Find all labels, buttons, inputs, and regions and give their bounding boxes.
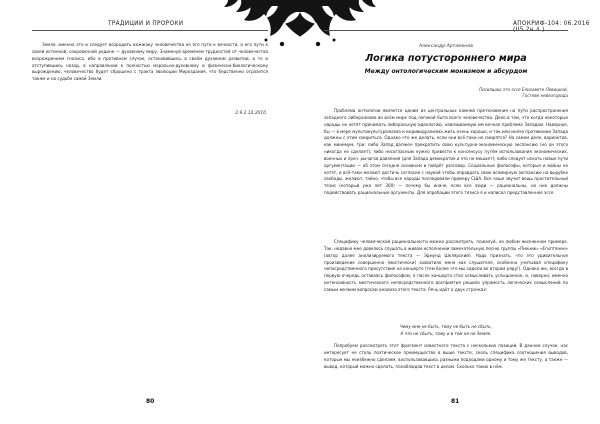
header-rule — [324, 30, 568, 31]
verse-quote — [324, 324, 568, 338]
date-line: 2.9.2.10.2010 — [235, 111, 266, 116]
dedication-line: Гостеве невезгорода — [522, 93, 568, 99]
baroque-ornament-icon — [186, 0, 300, 48]
right-page — [300, 0, 600, 424]
dedication — [450, 87, 568, 100]
paragraph: Земле, именно это и следует возродить вожжаку человечества из его пути к вечности, а его пути к своей истинной, сокровенной родине — духовному миру. Знаменуй временем трудностей от человечества возрождением гнозиса, ибо в противном случае, остановившись в своём духовном развитии, а то и отступившись назад, в направлении к полностью морально-духовному и физически-биологическому вырождению, человечество будет сброшено с тракта эволюции Мироздания, что бедственно отразится также и на судьбе самой Земли. — [32, 42, 268, 82]
running-head: ТРАДИЦИИ И ПРОРОКИ — [108, 21, 184, 27]
right-body-text-2 — [324, 239, 568, 294]
article-author: Александр Артамонов — [419, 44, 473, 49]
page-number: 81 — [451, 398, 460, 405]
article-title: Логика потустороннего мира — [365, 53, 527, 64]
dedication-line: Посвящаю это эссе Елизавете Левицкой, — [479, 87, 568, 92]
running-head: АПОКРИФ-104: 06.2016 — [513, 21, 590, 27]
paragraph: Проблема онтологии является одним из центральных камней преткновения на пути распространения западного либерализма во всём мире под логикой быта всего человечества. Дело в том, что когда некоторые народы не хотят принимать либеральную идеологию, навязываемую им вечная проблема Западом. Наверное, бы — в мере мультикультурализма и индивидуализма жить очень хорошо, и так или иначе противники Запада должны с этим смириться. Однако что же делать, если они всё-таки не смирятся? На самом деле, вариантов, как минимум, три: либо Запад должен прекратить свою культурно-экономическую экспансию (но он этого никогда не сделает), либо несогласным нужно привести к консенсусу путём использования экономических, военных и проч. рычагов давления (для Запада демократия и это не мешает); либо следует искать новые пути аргументации — об этом сегодня основном и пойдёт разговор. Социальные философы, которые и войны не хотят, и всё-таки желают достичь согласия с наукой чтобы оправдать свою всемирную экспансию на вырубке свободы, желают, тайно, чтобы все народы последовали примеру США. Все чаще звучит вещь простительный тезис (который уже лет 300) — почему бы иначе, если все люди — рациональны, на них должны подействовать рациональные аргументы. Для апробации этого тезиса я и написал представленное эссе. — [324, 108, 568, 196]
right-body-text-1 — [324, 108, 568, 197]
quote-line: А что не сбыть, тому и в том не не Земле. — [400, 330, 492, 336]
header-rule — [32, 30, 268, 31]
baroque-ornament-icon — [300, 0, 414, 48]
paragraph: Попробуем рассмотреть этот фрагмент известного текста с нескольких позиций. В данном случае, нас интересует не столь поэтическое преимущество в выше тексте, сколь специфика соотношения выводов, которые мы неизбежно сделаем, воспользовавшись разными подходами одному и тому же тексту, а также — вывод, который можно сделать, понаблюдав текст в целом. Сколько таких в нём. — [324, 343, 568, 369]
paragraph: Специфику человеческой рациональности можно рассмотреть, пожалуй, на любом жизненном примере. Так, недавно мне довелось слушать в живом исполнении замечательную песню группы «Пикник» «Египтянин» (автор далее анализируемого текста — Эдмунд Шклярский). Надо признать, что это удивительное произведение совершенно (мистически) захватило меня как слушателя, особенно учитывая специфику непосредственного присутствия на концерте (тем более что мы сидели во втором ряду!). Однако же, всегда в первую очередь оставаясь философом, я после концерта стал осмысливать услышанное, и, наверно, именно интенсивность мистического непосредственного восприятия решила упрямость логических осмыслений по самым мелким вопросам анализа этого текста. Речь идёт о двух строчках: — [324, 239, 568, 292]
quote-line: Чему мне не быть, тому не быть не сбыть, — [399, 324, 493, 329]
left-body-text — [32, 42, 268, 83]
article-subtitle: Между онтологическим монизмом и абсурдом — [364, 68, 528, 75]
page-number: 80 — [146, 398, 155, 405]
right-body-text-3 — [324, 343, 568, 370]
